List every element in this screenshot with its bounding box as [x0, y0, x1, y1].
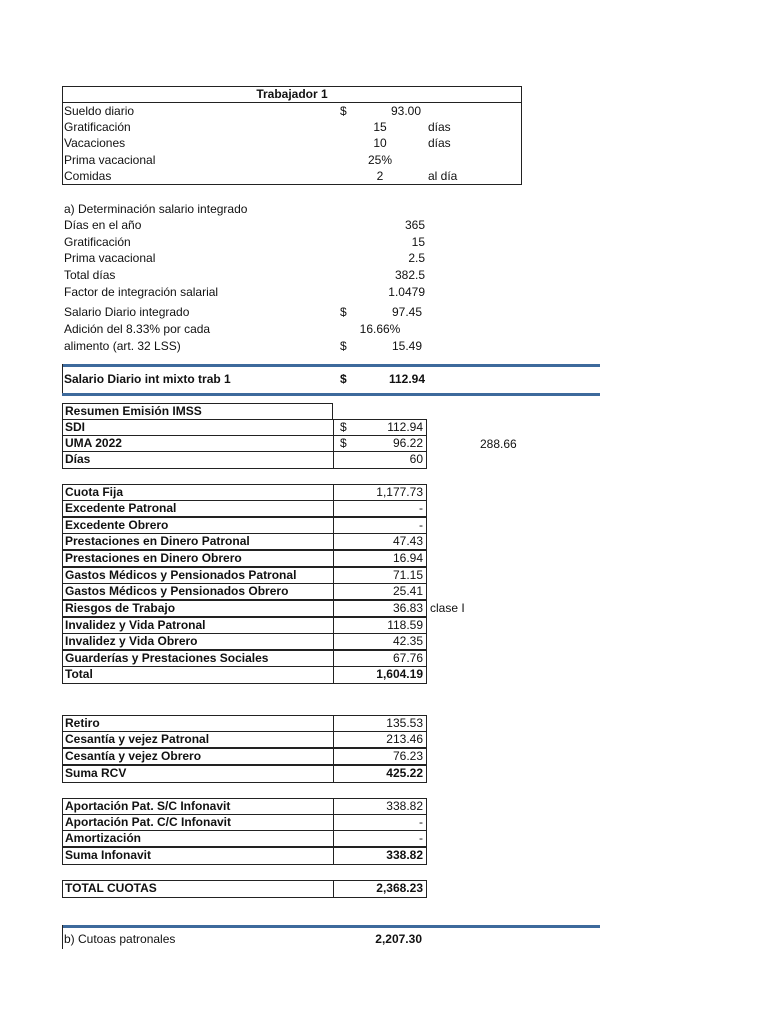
integrado-label: Total días — [64, 268, 116, 282]
infonavit-label: Aportación Pat. S/C Infonavit — [62, 798, 334, 815]
rcv-value: 76.23 — [333, 748, 427, 765]
cuota-value: - — [333, 517, 427, 534]
integrado-label: Adición del 8.33% por cada — [64, 322, 211, 336]
trabajador-title: Trabajador 1 — [256, 87, 328, 101]
cuota-value: 47.43 — [333, 533, 427, 550]
resumen-label: Días — [62, 451, 334, 469]
cuota-label: Cuota Fija — [62, 484, 334, 501]
infonavit-label: Aportación Pat. C/C Infonavit — [62, 814, 334, 831]
trabajador-label: Comidas — [64, 169, 112, 183]
trabajador-unit: días — [428, 120, 451, 134]
integrado-value: 16.66% — [359, 322, 401, 336]
cuota-value: 118.59 — [333, 617, 427, 634]
cuota-label: Excedente Patronal — [62, 500, 334, 517]
trabajador-currency: $ — [340, 104, 347, 118]
mixto-top-rule — [62, 364, 600, 367]
infonavit-value: - — [333, 830, 427, 847]
infonavit-label: Amortización — [62, 830, 334, 847]
resumen-value: 112.94 — [333, 419, 427, 436]
cuota-label: Prestaciones en Dinero Patronal — [62, 533, 334, 550]
integrado-value: 15.49 — [391, 339, 422, 353]
cuota-value: - — [333, 500, 427, 517]
mixto-currency: $ — [340, 372, 347, 386]
cuota-value: 25.41 — [333, 583, 427, 600]
integrado-currency: $ — [340, 339, 347, 353]
cuota-label: Invalidez y Vida Obrero — [62, 633, 334, 650]
infonavit-value: - — [333, 814, 427, 831]
rcv-total-label: Suma RCV — [62, 765, 334, 783]
infonavit-total-value: 338.82 — [333, 847, 427, 865]
resumen-title: Resumen Emisión IMSS — [62, 403, 333, 420]
rcv-label: Retiro — [62, 715, 334, 732]
patronales-value: 2,207.30 — [375, 932, 422, 946]
resumen-label: UMA 2022 — [62, 435, 334, 452]
trabajador-unit: días — [428, 136, 451, 150]
integrado-label: alimento (art. 32 LSS) — [64, 339, 181, 353]
trabajador-label: Gratificación — [64, 120, 131, 134]
patronales-top-rule — [62, 925, 600, 928]
resumen-currency: $ — [340, 436, 347, 450]
trabajador-label: Vacaciones — [64, 136, 126, 150]
cuota-value: 36.83 — [333, 600, 427, 617]
cuota-label: Excedente Obrero — [62, 517, 334, 534]
resumen-label: SDI — [62, 419, 334, 436]
resumen-currency: $ — [340, 420, 347, 434]
mixto-value: 112.94 — [388, 372, 425, 386]
rcv-label: Cesantía y vejez Obrero — [62, 748, 334, 765]
trabajador-value: 2 — [376, 169, 384, 183]
integrado-value: 382.5 — [394, 268, 425, 282]
infonavit-value: 338.82 — [333, 798, 427, 815]
cuota-label: Invalidez y Vida Patronal — [62, 617, 334, 634]
uma-extra-value: 288.66 — [480, 437, 517, 451]
total-cuotas-label: TOTAL CUOTAS — [62, 880, 334, 898]
infonavit-total-label: Suma Infonavit — [62, 847, 334, 865]
trabajador-value: 15 — [373, 120, 387, 134]
patronales-left-edge — [62, 925, 63, 949]
trabajador-label: Prima vacacional — [64, 153, 156, 167]
integrado-value: 97.45 — [391, 305, 422, 319]
integrado-currency: $ — [340, 305, 347, 319]
resumen-value: 60 — [333, 451, 427, 469]
rcv-value: 135.53 — [333, 715, 427, 732]
cuota-label: Gastos Médicos y Pensionados Obrero — [62, 583, 334, 600]
mixto-bottom-rule — [62, 393, 600, 396]
integrado-value: 365 — [404, 218, 425, 232]
cuota-label: Guarderías y Prestaciones Sociales — [62, 650, 334, 667]
integrado-label: Salario Diario integrado — [64, 305, 190, 319]
integrado-value: 15 — [411, 235, 425, 249]
riesgo-clase-note: clase I — [430, 601, 465, 615]
cuota-value: 71.15 — [333, 567, 427, 584]
trabajador-unit: al día — [428, 169, 458, 183]
rcv-value: 213.46 — [333, 731, 427, 748]
cuota-value: 42.35 — [333, 633, 427, 650]
trabajador-value: 93.00 — [390, 104, 421, 118]
integrado-label: Días en el año — [64, 218, 142, 232]
integrado-label: Gratificación — [64, 235, 131, 249]
integrado-value: 2.5 — [408, 251, 425, 265]
rcv-label: Cesantía y vejez Patronal — [62, 731, 334, 748]
cuota-value: 16.94 — [333, 550, 427, 567]
trabajador-label: Sueldo diario — [64, 104, 135, 118]
integrado-value: 1.0479 — [388, 285, 425, 299]
total-cuotas-value: 2,368.23 — [333, 880, 427, 898]
trabajador-value: 10 — [373, 136, 387, 150]
cuota-label: Riesgos de Trabajo — [62, 600, 334, 617]
integrado-label: Factor de integración salarial — [64, 285, 219, 299]
integrado-label: Prima vacacional — [64, 251, 156, 265]
trabajador-value: 25% — [367, 153, 393, 167]
resumen-value: 96.22 — [333, 435, 427, 452]
mixto-label: Salario Diario int mixto trab 1 — [64, 372, 231, 386]
cuota-total-label: Total — [62, 666, 334, 684]
cuota-label: Prestaciones en Dinero Obrero — [62, 550, 334, 567]
mixto-left-edge — [62, 364, 63, 396]
cuota-value: 1,177.73 — [333, 484, 427, 501]
integrado-heading: a) Determinación salario integrado — [64, 202, 248, 216]
cuota-value: 67.76 — [333, 650, 427, 667]
cuota-label: Gastos Médicos y Pensionados Patronal — [62, 567, 334, 584]
rcv-total-value: 425.22 — [333, 765, 427, 783]
cuota-total-value: 1,604.19 — [333, 666, 427, 684]
patronales-label: b) Cutoas patronales — [64, 932, 176, 946]
